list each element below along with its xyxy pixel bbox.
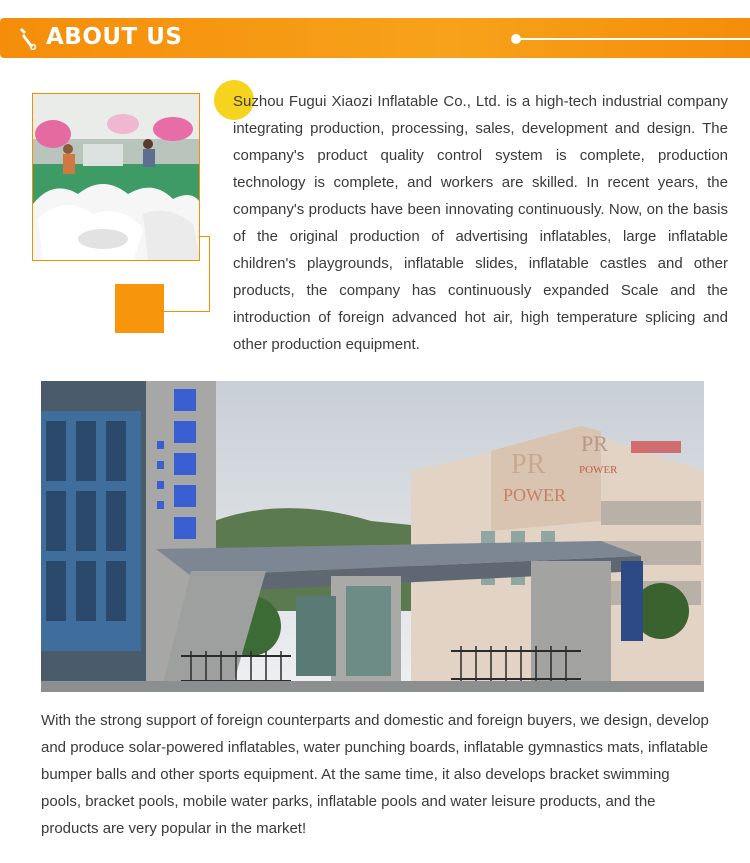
company-building-photo	[41, 381, 704, 692]
connector-line	[164, 311, 210, 312]
bottom-paragraph: With the strong support of foreign counterparts and domestic and foreign buyers, we design, develop and produce solar-powered inflatables, water punching boards, inflatable gymnastics mats, inflatable bumper balls and other sports equipment. At the same time, it also develops bracket swimming pools, bracket pools, mobile water parks, inflatable pools and water leisure products, and the products are very popular in the market!	[41, 712, 709, 837]
workshop-photo	[32, 93, 200, 261]
decorative-square	[115, 284, 164, 333]
section-header	[0, 18, 750, 58]
intro-paragraph: Suzhou Fugui Xiaozi Inflatable Co., Ltd. is a high-tech industrial company integrating production, processing, sales, development and design. The company's product quality control system is complete, production technology is complete, and workers are skilled. In recent years, the company's products have been innovating continuously. Now, on the basis of the original production of advertising inflatables, large inflatable children's playgrounds, inflatable slides, inflatable castles and other products, the company has continuously expanded Scale and the introduction of foreign advanced hot air, high temperature splicing and other production equipment.	[233, 93, 728, 353]
svg-text:POWER: POWER	[579, 464, 618, 476]
header-divider-line	[516, 38, 750, 40]
svg-text:PR: PR	[581, 431, 608, 456]
connector-line	[209, 236, 210, 312]
building-sign-pr: PR	[511, 449, 546, 480]
section-title: ABOUT US	[46, 24, 183, 50]
wrench-icon	[16, 26, 38, 50]
building-sign-power: POWER	[503, 485, 566, 505]
header-divider-dot	[511, 34, 521, 44]
